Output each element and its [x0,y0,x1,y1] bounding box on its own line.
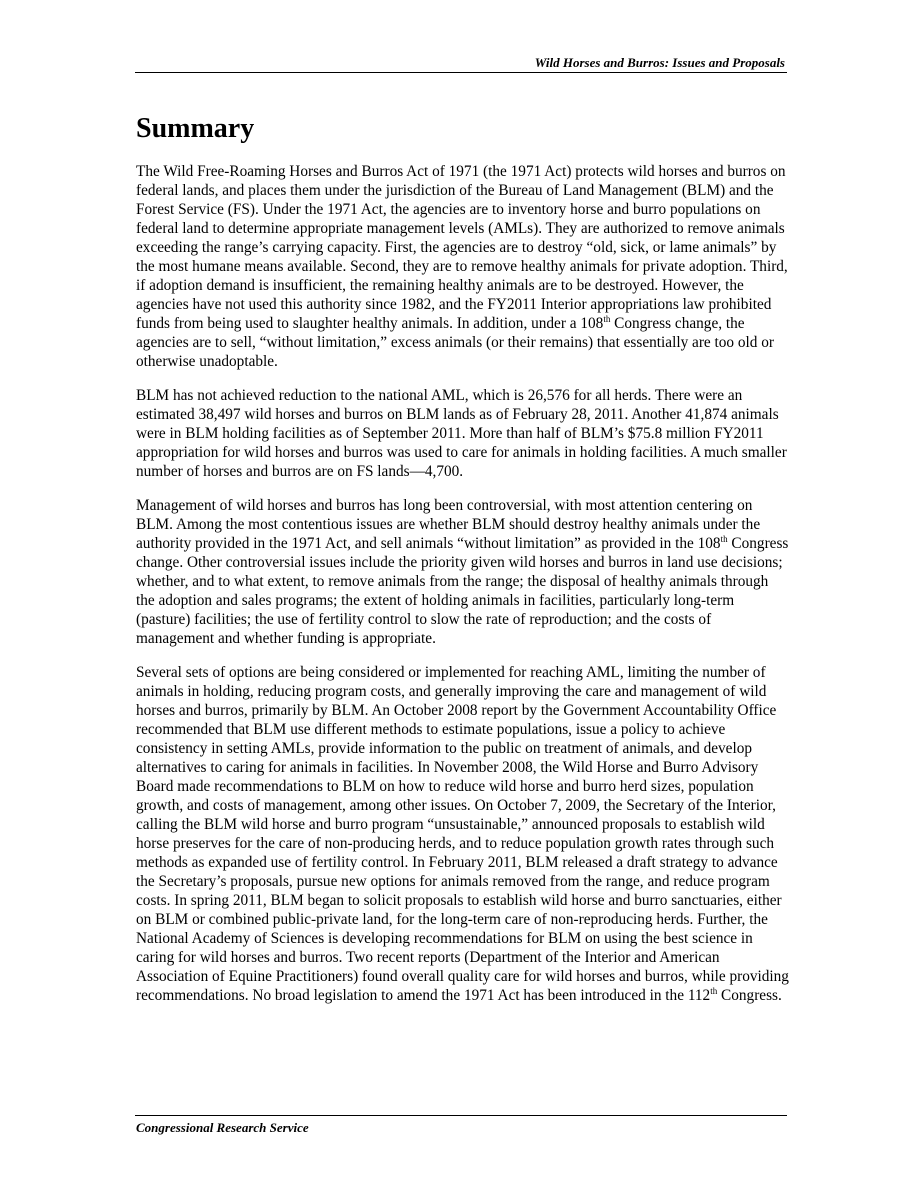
summary-paragraph-2: BLM has not achieved reduction to the national AML, which is 26,576 for all herds. There were an estimated 38,497 wild horses and burros on BLM lands as of February 28, 2011. Another 41,874 animals were in BLM holding facilities as of September 2011. More than half of BLM’s $75.8 million FY2011 appropriation for wild horses and burros was used to care for animals in holding facilities. A much smaller number of horses and burros are on FS lands—4,700. [136,387,787,480]
running-header-title: Wild Horses and Burros: Issues and Proposals [534,55,785,70]
paragraph-text: Management of wild horses and burros has long been controversial, with most attention centering on BLM. Among the most contentious issues are whether BLM should destroy healthy animals under the authority provided in the 1971 Act, and sell animals “without limitation” as provided in the 108 [136,497,761,552]
summary-paragraph-4 [136,663,790,1005]
paragraph-text: Congress change. Other controversial issues include the priority given wild horses and burros in land use decisions; whether, and to what extent, to remove animals from the range; the disposal of healthy animals through the adoption and sales programs; the extent of holding animals in facilities, particularly long-term (pasture) facilities; the use of fertility control to slow the rate of reproduction; and the costs of management and whether funding is appropriate. [136,535,789,647]
superscript: th [710,985,718,996]
summary-paragraph-3 [136,496,790,648]
paragraph-text: The Wild Free-Roaming Horses and Burros Act of 1971 (the 1971 Act) protects wild horses and burros on federal lands, and places them under the jurisdiction of the Bureau of Land Management (BLM) and the Forest Service (FS). Under the 1971 Act, the agencies are to inventory horse and burro populations on federal land to determine appropriate management levels (AMLs). They are authorized to remove animals exceeding the range’s carrying capacity. First, the agencies are to destroy “old, sick, or lame animals” by the most humane means available. Second, they are to remove healthy animals for private adoption. Third, if adoption demand is insufficient, the remaining healthy animals are to be destroyed. However, the agencies have not used this authority since 1982, and the FY2011 Interior appropriations law prohibited funds from being used to slaughter healthy animals. In addition, under a 108 [136,163,788,332]
summary-body [136,162,790,1020]
paragraph-text: Congress change, the agencies are to sell, “without limitation,” excess animals (or their remains) that essentially are too old or otherwise unadoptable. [136,315,775,370]
page-title: Summary [136,113,255,144]
superscript: th [603,313,611,324]
running-footer: Congressional Research Service [136,1120,309,1135]
paragraph-text: Several sets of options are being considered or implemented for reaching AML, limiting the number of animals in holding, reducing program costs, and generally improving the care and management of wild horses and burros, primarily by BLM. An October 2008 report by the Government Accountability Office recommended that BLM use different methods to estimate populations, issue a policy to achieve consistency in setting AMLs, provide information to the public on treatment of animals, and develop alternatives to caring for animals in facilities. In November 2008, the Wild Horse and Burro Advisory Board made recommendations to BLM on how to reduce wild horse and burro herd sizes, population growth, and costs of management, among other issues. On October 7, 2009, the Secretary of the Interior, calling the BLM wild horse and burro program “unsustainable,” announced proposals to establish wild horse preserves for the care of non-producing herds, and to reduce population growth rates through such methods as expanded use of fertility control. In February 2011, BLM released a draft strategy to advance the Secretary’s proposals, pursue new options for animals removed from the range, and reduce program costs. In spring 2011, BLM began to solicit proposals to establish wild horse and burro sanctuaries, either on BLM or combined public-private land, for the long-term care of non-reproducing herds. Further, the National Academy of Sciences is developing recommendations for BLM on using the best science in caring for wild horses and burros. Two recent reports (Department of the Interior and American Association of Equine Practitioners) found overall quality care for wild horses and burros, while providing recommendations. No broad legislation to amend the 1971 Act has been introduced in the 112 [136,664,789,1004]
footer-divider [135,1115,787,1116]
summary-paragraph-1 [136,162,790,371]
paragraph-text: Congress. [717,987,782,1004]
header-divider [135,72,787,73]
superscript: th [720,533,728,544]
